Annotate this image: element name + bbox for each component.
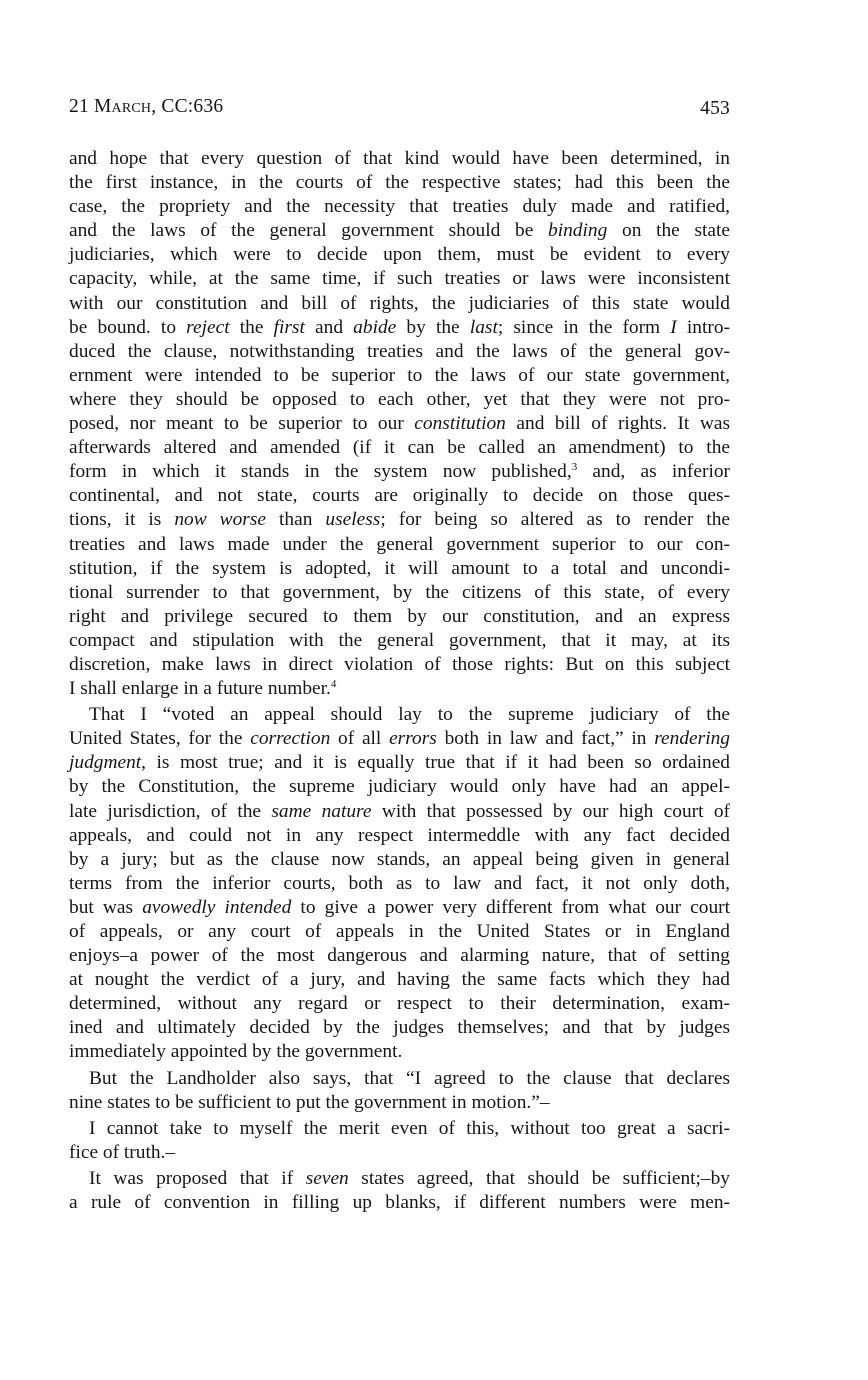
- body-text: [69, 147, 730, 1215]
- text-line: by a jury; but as the clause now stands, an appeal being given in general: [69, 848, 730, 870]
- text-line: [69, 460, 730, 484]
- italic-text: useless: [325, 509, 381, 531]
- text-line: ined and ultimately decided by the judges themselves; and that by judges: [69, 1017, 730, 1039]
- text-line: enjoys–a power of the most dangerous and alarming nature, that of setting: [69, 945, 730, 967]
- italic-text: rendering: [654, 728, 730, 750]
- text-line: [69, 1167, 730, 1191]
- text-segment: and: [304, 316, 354, 338]
- italic-text: abide: [353, 316, 397, 338]
- italic-text: same nature: [271, 800, 372, 822]
- italic-text: constitution: [414, 413, 506, 435]
- text-line: determined, without any regard or respect to their determination, exam-: [69, 993, 730, 1015]
- running-head: [69, 96, 730, 126]
- text-segment: and the laws of the general government should be: [69, 220, 549, 242]
- text-line: a rule of convention in filling up blanks, if different numbers were men-: [69, 1192, 730, 1214]
- text-line: where they should be opposed to each other, yet that they were not pro-: [69, 388, 730, 410]
- text-segment: by the: [396, 316, 470, 338]
- text-segment: states agreed, that should be sufficient;–by: [348, 1167, 730, 1189]
- text-line: discretion, make laws in direct violation of those rights: But on this subject: [69, 653, 730, 675]
- italic-text: binding: [548, 220, 608, 242]
- text-line: [69, 677, 730, 701]
- page-number: 453: [700, 98, 730, 119]
- text-line: stitution, if the system is adopted, it will amount to a total and uncondi-: [69, 557, 730, 579]
- footnote-reference: 3: [571, 461, 578, 474]
- italic-text: errors: [389, 728, 437, 750]
- text-line: [69, 219, 730, 243]
- text-segment: and bill of rights. It was: [505, 413, 730, 435]
- italic-text: I: [670, 316, 677, 338]
- text-line: [69, 316, 730, 340]
- italic-text: first: [273, 316, 305, 338]
- text-line: [69, 412, 730, 436]
- text-line: That I “voted an appeal should lay to the supreme judiciary of the: [89, 704, 730, 726]
- italic-text: judgment: [69, 752, 142, 774]
- text-segment: intro-: [676, 316, 730, 338]
- text-line: the first instance, in the courts of the respective states; had this been the: [69, 172, 730, 194]
- text-segment: I shall enlarge in a future number.: [69, 678, 331, 700]
- text-segment: tions, it is: [69, 509, 175, 531]
- text-segment: and, as inferior: [577, 461, 730, 483]
- text-line: duced the clause, notwithstanding treaties and the laws of the general gov-: [69, 340, 730, 362]
- text-line: by the Constitution, the supreme judiciary would only have had an appel-: [69, 776, 730, 798]
- text-segment: but was: [69, 896, 143, 918]
- running-head-document-number: , CC:636: [151, 96, 224, 117]
- text-segment: with that possessed by our high court of: [371, 800, 730, 822]
- text-line: But the Landholder also says, that “I agreed to the clause that declares: [89, 1067, 730, 1089]
- text-line: of appeals, or any court of appeals in the United States or in England: [69, 921, 730, 942]
- text-segment: form in which it stands in the system now published,: [69, 461, 572, 483]
- text-line: and hope that every question of that kind would have been determined, in: [69, 148, 730, 169]
- text-line: case, the propriety and the necessity that treaties duly made and ratified,: [69, 196, 730, 218]
- text-line: [69, 727, 730, 751]
- text-line: [69, 508, 730, 532]
- text-line: [69, 751, 730, 775]
- text-line: ernment were intended to be superior to the laws of our state government,: [69, 364, 730, 386]
- text-segment: than: [266, 509, 326, 531]
- text-line: appeals, and could not in any respect intermeddle with any fact decided: [69, 824, 730, 846]
- italic-text: correction: [250, 728, 331, 750]
- italic-text: avowedly intended: [142, 896, 292, 918]
- text-segment: posed, nor meant to be superior to our: [69, 413, 415, 435]
- text-line: judiciaries, which were to decide upon them, must be evident to every: [69, 244, 730, 266]
- text-line: capacity, while, at the same time, if such treaties or laws were inconsistent: [69, 268, 730, 290]
- text-line: compact and stipulation with the general government, that it may, at its: [69, 629, 730, 651]
- text-line: treaties and laws made under the general government superior to our con-: [69, 533, 730, 555]
- text-segment: be bound. to: [69, 316, 187, 338]
- italic-text: seven: [305, 1167, 349, 1189]
- running-head-title: [69, 96, 223, 118]
- text-line: continental, and not state, courts are originally to decide on those ques-: [69, 485, 730, 507]
- text-segment: ; for being so altered as to render the: [380, 509, 730, 531]
- text-segment: late jurisdiction, of the: [69, 800, 272, 822]
- running-head-date: 21: [69, 96, 94, 117]
- text-line: with our constitution and bill of rights, the judiciaries of this state would: [69, 292, 730, 314]
- text-segment: , is most true; and it is equally true that if it had been so ordained: [141, 752, 730, 774]
- text-segment: the: [229, 316, 274, 338]
- text-segment: on the state: [607, 220, 730, 242]
- text-segment: to give a power very different from what our court: [291, 896, 731, 918]
- italic-text: reject: [186, 316, 230, 338]
- text-line: fice of truth.–: [69, 1141, 176, 1163]
- text-line: [69, 800, 730, 824]
- text-line: at nought the verdict of a jury, and having the same facts which they had: [69, 969, 730, 991]
- text-segment: It was proposed that if: [89, 1167, 306, 1189]
- italic-text: last: [469, 316, 498, 338]
- text-line: nine states to be sufficient to put the government in motion.”–: [69, 1091, 550, 1113]
- text-line: terms from the inferior courts, both as to law and fact, it not only doth,: [69, 872, 730, 894]
- text-segment: ; since in the form: [497, 316, 671, 338]
- text-line: [69, 896, 730, 920]
- text-line: tional surrender to that government, by the citizens of this state, of every: [69, 581, 730, 603]
- text-line: I cannot take to myself the merit even of this, without too great a sacri-: [89, 1117, 730, 1139]
- running-head-month: March: [93, 96, 152, 117]
- text-line: immediately appointed by the government.: [69, 1041, 403, 1063]
- text-segment: United States, for the: [69, 728, 251, 750]
- footnote-reference: 4: [330, 678, 337, 691]
- text-segment: both in law and fact,” in: [436, 728, 655, 750]
- text-segment: of all: [330, 728, 390, 750]
- text-line: right and privilege secured to them by our constitution, and an express: [69, 605, 730, 627]
- text-line: afterwards altered and amended (if it can be called an amendment) to the: [69, 437, 730, 459]
- italic-text: now worse: [174, 509, 266, 531]
